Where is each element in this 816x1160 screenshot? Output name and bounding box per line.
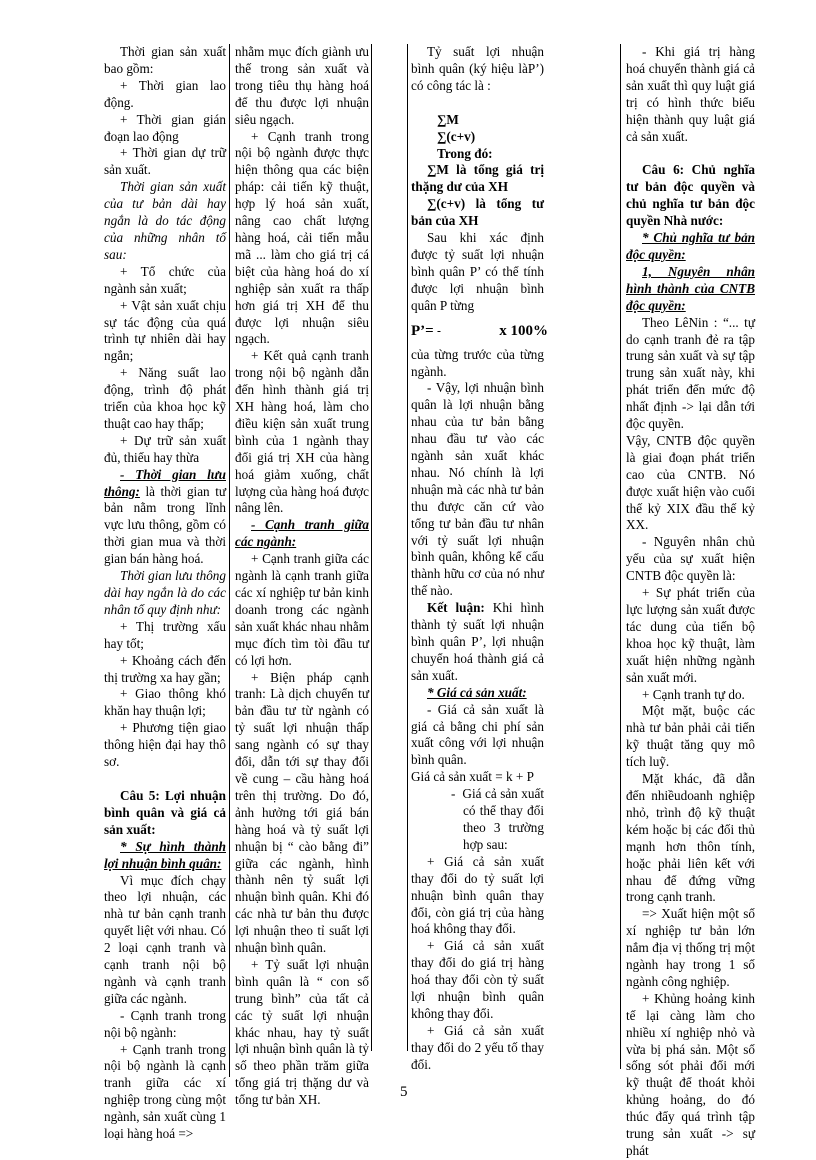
paragraph: + Giá cả sản xuất thay đổi do giá trị hàng hoá thay đổi còn tỷ suất lợi nhuận bình quân không thay đổi. <box>411 938 544 1021</box>
formula-numerator: ∑M <box>437 111 459 127</box>
paragraph: + Vật sản xuất chịu sự tác động của quá trình tự nhiên dài hay ngắn; <box>104 297 226 364</box>
section-heading: Câu 5: Lợi nhuận bình quân và giá cả sản xuất: <box>104 787 226 837</box>
paragraph: + Biện pháp cạnh tranh: Là dịch chuyển tư bản đầu tư từ ngành có tỷ suất lợi nhuận thấp sang ngành có sự thay đổi, dẫn tới sự thay đổi về cung – cầu hàng hoá trên thị trường. Do đó, ảnh hưởng tới giá bán hàng hoá và tỷ suất lợi nhuận bị “ cào bằng đi” giữa các ngành, hình thành nên tỷ suất lợi nhuận bình quân. Khi đó các nhà tư bản thu được lợi nhuận theo tỉ suất lợi nhuận bình quân. <box>235 669 369 956</box>
formula-rhs: x 100% <box>499 322 548 339</box>
section-heading: Câu 6: Chủ nghĩa tư bản độc quyền và chủ nghĩa tư bản độc quyền Nhà nước: <box>626 162 755 229</box>
paragraph: + Cạnh tranh trong nội bộ ngành được thực hiện thông qua các biện pháp: cải tiến kỹ thuật, hợp lý hoá sản xuất, nâng cao chất lượng hàng hoá, cải tiến mẫu mã ... làm cho giá trị cá biệt của hàng hoá do xí nghiệp sản xuất ra thấp hơn giá trị XH để thu được lợi nhuận siêu ngạch. <box>235 128 369 347</box>
paragraph: + Tỷ suất lợi nhuận bình quân là “ con số trung bình” của tất cả các tỷ suất lợi nhuận khác nhau, hay tỷ suất lợi nhuận bình quân là tỷ số theo phần trăm giữa tổng giá trị thặng dư và tổng tư bản XH. <box>235 956 369 1108</box>
paragraph: Theo LêNin : “... tự do cạnh tranh đẻ ra tập trung sản xuất và sự tập trung sản xuất này, khi phát triển đến mức độ nhất định -> lại dẫn tới độc quyền. <box>626 314 755 432</box>
formula-denominator: ∑(c+v) <box>437 128 476 144</box>
paragraph: Một mặt, buộc các nhà tư bản phải cải tiến kỹ thuật tăng quy mô tích luỹ. <box>626 703 755 770</box>
paragraph: - Nguyên nhân chủ yếu của sự xuất hiện CNTB độc quyền là: <box>626 534 755 584</box>
paragraph: + Kết quả cạnh tranh trong nội bộ ngành dẫn đến hình thành giá trị XH hàng hoá, làm cho điều kiện sản xuất trung bình của 1 ngành thay đổi giá trị XH của hàng hoá giảm xuống, chất lượng của hàng hoá được nâng lên. <box>235 348 369 516</box>
section-heading: - Thời gian lưu thông: <box>104 466 226 499</box>
paragraph: Vì mục đích chạy theo lợi nhuận, các nhà tư bản cạnh tranh quyết liệt với nhau. Có 2 loại cạnh tranh và cạnh tranh nội bộ ngành và cạnh tranh giữa các ngành. <box>104 872 226 1006</box>
paragraph: - Khi giá trị hàng hoá chuyển thành giá cả sản xuất thì quy luật giá trị có hình thức biểu hiện thành quy luật giá cả sản xuất. <box>626 44 755 144</box>
paragraph: + Giao thông khó khăn hay thuận lợi; <box>104 686 226 719</box>
paragraph: + Cạnh tranh giữa các ngành là cạnh tranh giữa các xí nghiệp tư bản kinh doanh trong các ngành sản xuất khác nhau nhằm mục đích tìm tòi đầu tư có lợi hơn. <box>235 551 369 668</box>
paragraph: Vậy, CNTB độc quyền là giai đoạn phát triển cao của CNTB. Nó được xuất hiện vào cuối thế kỷ XIX đầu thế kỷ XX. <box>626 432 755 533</box>
paragraph: nhằm mục đích giành ưu thế trong sản xuất và trong tiêu thụ hàng hoá để thu được lợi nhuận siêu ngạch. <box>235 44 369 127</box>
paragraph: Thời gian lưu thông dài hay ngắn là do các nhân tố quy định như: <box>104 568 226 617</box>
paragraph: - Cạnh tranh trong nội bộ ngành: <box>104 1007 226 1040</box>
conclusion-label: Kết luận: <box>427 600 485 616</box>
paragraph: + Khoảng cách đến thị trường xa hay gần; <box>104 652 226 685</box>
paragraph <box>104 467 226 568</box>
paragraph <box>411 600 544 685</box>
paragraph: + Tổ chức của ngành sản xuất; <box>104 263 226 296</box>
column-2 <box>235 44 369 1109</box>
paragraph: + Năng suất lao động, trình độ phát triển của khoa học kỹ thuật cao hay thấp; <box>104 365 226 431</box>
formula-lhs: P’= <box>411 322 434 339</box>
column-divider <box>407 44 408 1051</box>
list-item: - Giá cả sản xuất có thể thay đổi theo 3 trường hợp sau: <box>451 786 544 852</box>
paragraph: - Giá cả sản xuất là giá cả bằng chi phí sản xuất công với lợi nhuận bình quân. <box>411 701 544 768</box>
column-divider <box>620 44 621 1069</box>
paragraph: + Phương tiện giao thông hiện đại hay thô sơ. <box>104 720 226 770</box>
paragraph: + Dự trữ sản xuất đủ, thiếu hay thừa <box>104 432 226 465</box>
paragraph: + Giá cả sản xuất thay đổi do tỷ suất lợi nhuận bình quân thay đổi, còn giá trị của hàng hoá không thay đổi. <box>411 853 544 937</box>
paragraph: + Giá cả sản xuất thay đổi do 2 yếu tố thay đổi. <box>411 1022 544 1072</box>
paragraph: Sau khi xác định được tỷ suất lợi nhuận bình quân P’ có thể tính được lợi nhuận bình quân P từng <box>411 230 544 313</box>
paragraph: Tỷ suất lợi nhuận bình quân (ký hiệu làP’) có công tác là : <box>411 44 544 93</box>
paragraph: Giá cả sản xuất = k + P <box>411 769 534 785</box>
paragraph: + Cạnh tranh tự do. <box>642 686 745 702</box>
column-1 <box>104 44 226 1143</box>
formula <box>411 322 548 343</box>
column-divider <box>371 44 372 1051</box>
paragraph: + Sự phát triển của lực lượng sản xuất được tác dung của tiến bộ khoa học kỹ thuật, làm xuất hiện những ngành sản xuất mới. <box>626 585 755 685</box>
subsection-heading: * Chủ nghĩa tư bản độc quyền: <box>626 230 755 262</box>
paragraph: Thời gian sản xuất của tư bản dài hay ngắn là do tác động của những nhân tố sau: <box>104 179 226 262</box>
subsection-heading: * Sự hình thành lợi nhuận bình quân: <box>104 838 226 871</box>
paragraph: + Thời gian dự trữ sản xuất. <box>104 145 226 178</box>
paragraph-text: Khi hình thành tỷ suất lợi nhuận bình quân P’, lợi nhuận chuyển hoá thành giá cả sản xuất. <box>411 600 545 683</box>
paragraph: ∑M là tổng giá trị thặng dư của XH <box>411 162 544 195</box>
paragraph: + Khủng hoảng kinh tế lại càng làm cho nhiều xí nghiệp nhỏ và vừa bị phá sản. Một số sống sót phải đổi mới kỹ thuật để thoát khỏi khủng hoảng, do đó thúc đẩy quá trình tập trung sản xuất -> sự phát <box>626 990 755 1158</box>
subsection-heading: - Cạnh tranh giữa các ngành: <box>235 517 369 550</box>
paragraph: Mặt khác, đã dẫn đến nhiềudoanh nghiệp nhỏ, trình độ kỹ thuật kém hoặc bị các đối thủ mạnh hơn thôn tính, hoặc phải liên kết với nhau để đứng vững trong cạnh tranh. <box>626 771 755 905</box>
formula-fraction-line <box>437 323 495 340</box>
list-item-text: Giá cả sản xuất có thể thay đổi theo 3 trường hợp sau: <box>462 786 544 852</box>
column-divider <box>229 44 230 1077</box>
column-3 <box>411 44 548 1074</box>
paragraph: Thời gian sản xuất bao gồm: <box>104 44 226 76</box>
paragraph: - Vậy, lợi nhuận bình quân là lợi nhuận bằng nhau của tư bản bằng nhau đầu tư vào các ngành sản xuất khác nhau. Nó chính là lợi nhuận mà các nhà tư bản thu được căn cứ vào tổng tư bản đầu tư nhân với tỷ suất lợi nhuận bình quân, không kể cấu thành hữu cơ của nó như thế nào. <box>411 380 544 599</box>
paragraph: ∑(c+v) là tổng tư bản của XH <box>411 196 544 229</box>
subsection-heading: * Giá cả sản xuất: <box>427 684 527 700</box>
paragraph: => Xuất hiện một số xí nghiệp tư bản lớn nắm địa vị thống trị một ngành hay trong 1 số ngành công nghiệp. <box>626 906 755 989</box>
paragraph: + Thời gian gián đoạn lao động <box>104 111 226 144</box>
subsection-heading: 1, Nguyên nhân hình thành của CNTB độc quyền: <box>626 263 755 313</box>
paragraph-text: là thời gian tư bản nằm trong lĩnh vực lưu thông, gồm có thời gian mua và thời gian bán hàng hoá. <box>104 483 227 567</box>
paragraph: + Thị trường xấu hay tốt; <box>104 618 226 651</box>
paragraph: của từng trước của từng ngành. <box>411 346 544 379</box>
page-number: 5 <box>400 1084 408 1100</box>
paragraph: + Cạnh tranh trong nội bộ ngành là cạnh tranh giữa các xí nghiệp trong cùng một ngành, sản xuất cùng 1 loại hàng hoá => <box>104 1041 226 1142</box>
paragraph: + Thời gian lao động. <box>104 77 226 110</box>
column-4 <box>626 44 755 1160</box>
paragraph: Trong đó: <box>437 145 493 161</box>
